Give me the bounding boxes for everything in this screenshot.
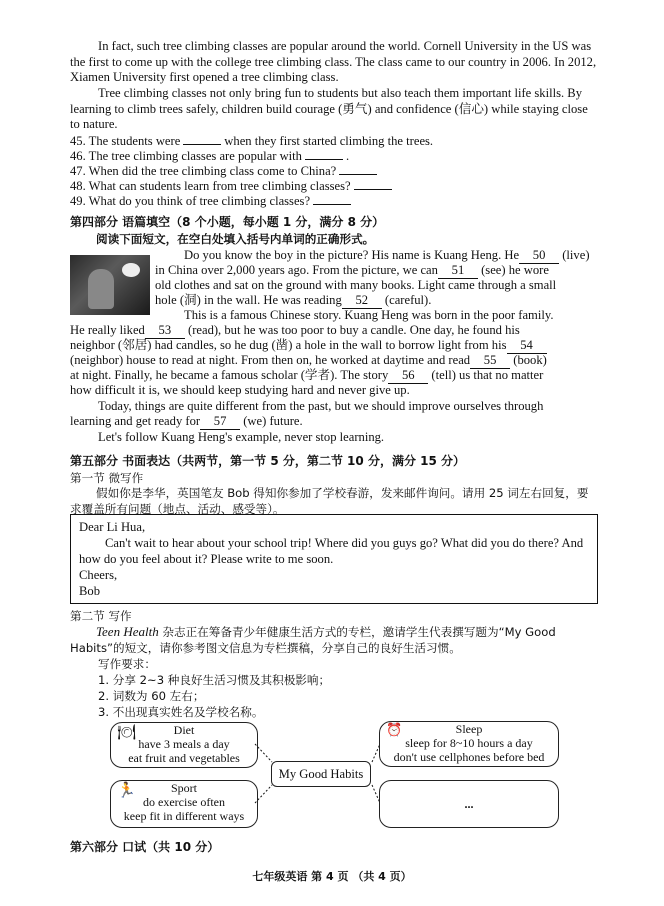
question-45: 45. The students were when they first started climbing the trees.	[70, 134, 434, 148]
part4-instruction: 阅读下面短文，在空白处填入括号内单词的正确形式。	[96, 232, 375, 246]
cloze-line-4: hole (洞) in the wall. He was reading 52 (careful).	[155, 293, 432, 307]
requirement-3: 3. 不出现真实姓名及学校名称。	[98, 705, 264, 719]
sleep-box	[379, 721, 559, 767]
email-body: Can't wait to hear about your school trip! Where did you guys go? What did you do there? And how do you feel about it? Please write to me soon.	[79, 536, 584, 566]
email-greeting: Dear Li Hua,	[79, 520, 146, 534]
diet-title: Diet	[173, 723, 195, 737]
email-signature: Bob	[79, 584, 100, 598]
diet-item-2: eat fruit and vegetables	[128, 751, 240, 765]
part4-title: 第四部分 语篇填空（8 个小题，每小题 1 分，满分 8 分）	[70, 215, 385, 229]
reading-paragraph-1: In fact, such tree climbing classes are popular around the world. Cornell University in the US was the first to come up with the college tree climbing class. The class came to our country in 2006. In 2012, Xiamen University first opened a tree climbing class.	[70, 39, 597, 85]
cloze-line-5: This is a famous Chinese story. Kuang Heng was born in the poor family.	[184, 308, 554, 322]
question-46: 46. The tree climbing classes are popular with .	[70, 149, 350, 163]
blank-53[interactable]: 53	[145, 323, 185, 339]
cloze-line-12: learning and get ready for 57 (we) future.	[70, 414, 303, 428]
sleep-title: Sleep	[455, 722, 483, 736]
cloze-line-11: Today, things are quite different from the past, but we should improve ourselves through	[98, 399, 544, 413]
alarm-clock-icon: ⏰	[386, 723, 403, 738]
sport-title: Sport	[170, 781, 197, 795]
part5-title: 第五部分 书面表达（共两节，第一节 5 分，第二节 10 分，满分 15 分）	[70, 454, 465, 468]
cloze-line-1: Do you know the boy in the picture? His name is Kuang Heng. He 50 (live)	[184, 248, 590, 262]
sport-item-1: do exercise often	[143, 795, 225, 809]
sport-box	[110, 780, 258, 828]
cloze-line-9: at night. Finally, he became a famous scholar (学者). The story 56 (tell) us that no matter	[70, 368, 544, 382]
part5-section2-title: 第二节 写作	[70, 609, 132, 623]
diet-box	[110, 722, 258, 768]
blank-50[interactable]: 50	[519, 248, 559, 264]
reading-paragraph-2: Tree climbing classes not only bring fun to students but also teach them important life skills. By learning to climb trees safely, children build courage (勇气) and confidence (信心) while staying close to nature.	[70, 86, 588, 132]
page-footer: 七年级英语 第 4 页 （共 4 页）	[252, 870, 412, 883]
running-person-icon: 🏃	[117, 781, 136, 799]
blank-52[interactable]: 52	[342, 293, 382, 309]
blank-57[interactable]: 57	[200, 414, 240, 430]
requirement-1: 1. 分享 2~3 种良好生活习惯及其积极影响；	[98, 673, 331, 687]
part5-section1-title: 第一节 微写作	[70, 471, 144, 485]
question-48: 48. What can students learn from tree climbing classes?	[70, 178, 395, 194]
sleep-item-2: don't use cellphones before bed	[393, 750, 545, 764]
center-topic: My Good Habits	[271, 761, 371, 787]
requirement-2: 2. 词数为 60 左右；	[98, 689, 205, 703]
cloze-line-3: old clothes and sat on the ground with many books. Light came through a small	[155, 278, 557, 292]
sleep-item-1: sleep for 8~10 hours a day	[405, 736, 533, 750]
part5-section2-instruction: Teen Health 杂志正在筹备青少年健康生活方式的专栏，邀请学生代表撰写题为“My Good Habits”的短文，请你参考图文信息为专栏撰稿，分享自己的良好生活习惯。	[70, 624, 556, 655]
blank-51[interactable]: 51	[438, 263, 478, 279]
blank-55[interactable]: 55	[470, 353, 510, 369]
part5-section1-instruction: 假如你是李华，英国笔友 Bob 得知你参加了学校春游，发来邮件询问。请用 25 词左右回复，要求覆盖所有问题（地点、活动、感受等）。	[70, 486, 589, 516]
email-closing: Cheers,	[79, 568, 118, 582]
diet-item-1: have 3 meals a day	[138, 737, 230, 751]
question-49: 49. What do you think of tree climbing classes?	[70, 193, 354, 209]
more-habits-box: ...	[379, 780, 559, 828]
cloze-line-8: (neighbor) house to read at night. From then on, he worked at daytime and read 55 (book)	[70, 353, 547, 367]
cloze-line-2: in China over 2,000 years ago. From the picture, we can 51 (see) he wore	[155, 263, 549, 277]
part6-title: 第六部分 口试（共 10 分）	[70, 840, 220, 854]
magazine-name: Teen Health	[96, 624, 159, 639]
cloze-line-10: how difficult it is, we should keep studying hard and never give up.	[70, 383, 410, 397]
blank-56[interactable]: 56	[388, 368, 428, 384]
sport-item-2: keep fit in different ways	[123, 809, 245, 823]
blank-54[interactable]: 54	[507, 338, 547, 354]
cloze-line-6: He really liked 53 (read), but he was too poor to buy a candle. One day, he found his	[70, 323, 520, 337]
question-47: 47. When did the tree climbing class come to China?	[70, 163, 380, 179]
meal-icon: 🍽	[117, 723, 137, 741]
requirements-title: 写作要求：	[98, 657, 156, 671]
cloze-line-13: Let's follow Kuang Heng's example, never stop learning.	[98, 430, 385, 444]
cloze-line-7: neighbor (邻居) had candles, so he dug (凿) a hole in the wall to borrow light from his 54	[70, 338, 547, 354]
